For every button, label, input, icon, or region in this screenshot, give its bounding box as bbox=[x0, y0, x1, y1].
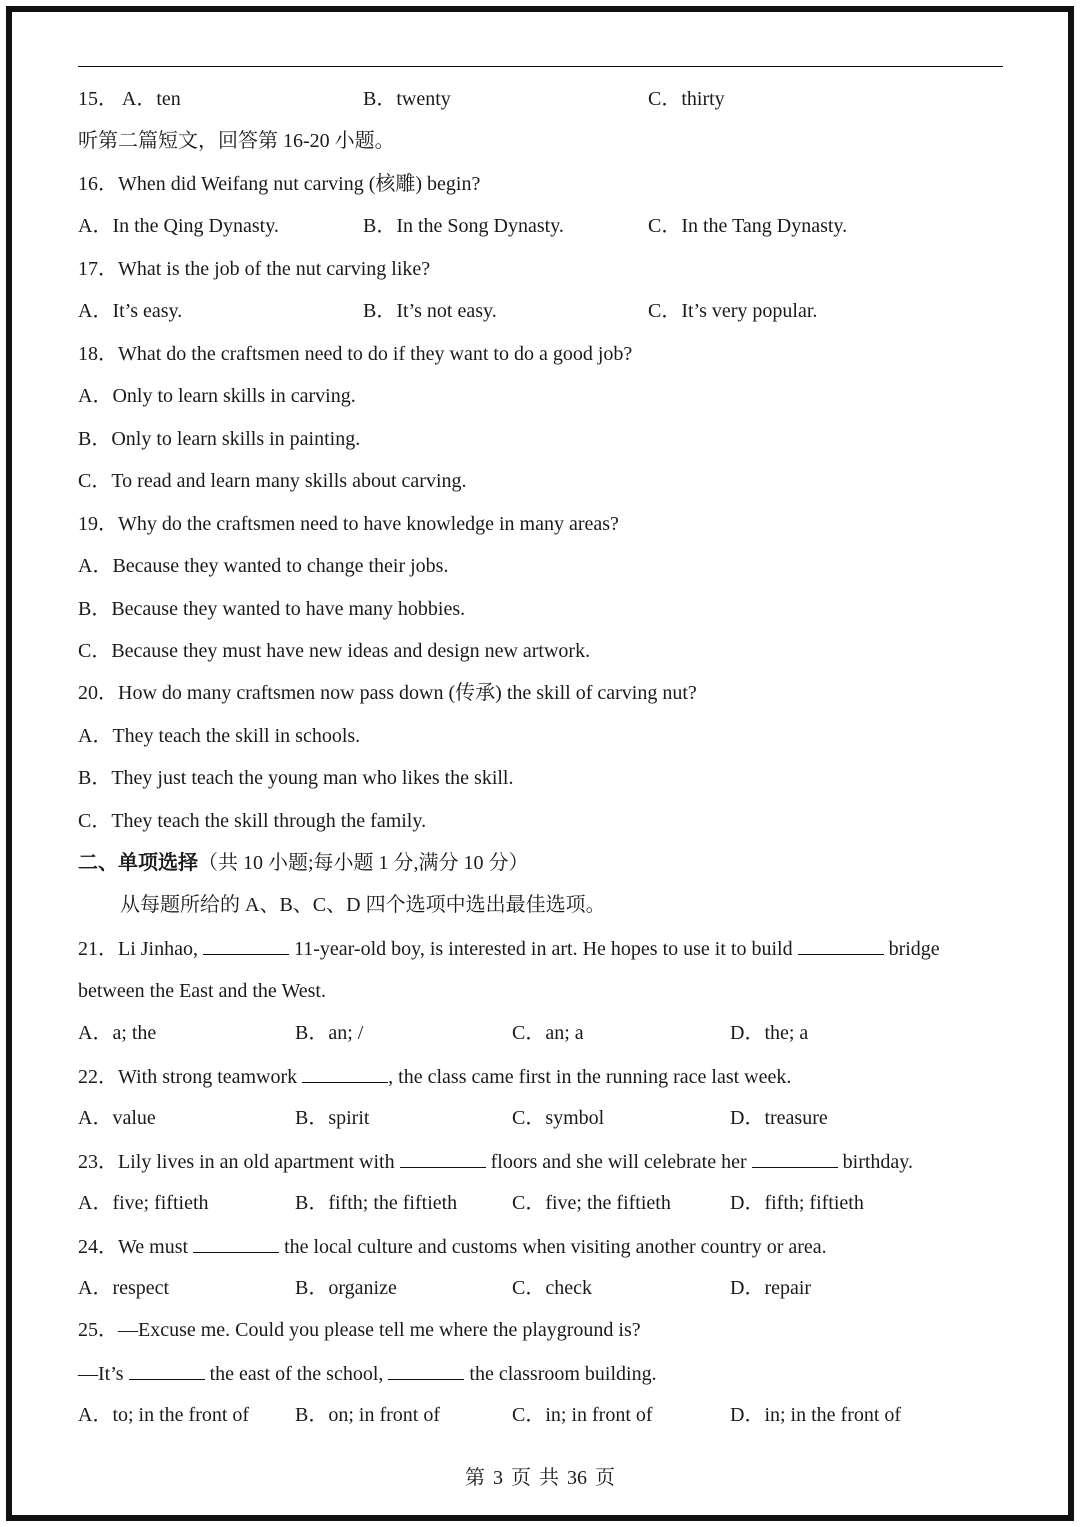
answer-blank bbox=[798, 936, 884, 955]
answer-blank bbox=[388, 1361, 464, 1380]
q20-stem: 20．How do many craftsmen now pass down (传承) the skill of carving nut? bbox=[78, 682, 697, 704]
page-number: 3 bbox=[493, 1467, 503, 1489]
q21-option-b: B．an; / bbox=[295, 1022, 364, 1044]
q25-option-b: B．on; in front of bbox=[295, 1404, 440, 1426]
q15-option-b: B．twenty bbox=[363, 88, 451, 110]
q22-stem: 22．With strong teamwork , the class came first in the running race last week. bbox=[78, 1066, 792, 1088]
q25-stem: 25．—Excuse me. Could you please tell me where the playground is? bbox=[78, 1319, 641, 1341]
q21-stem: 21．Li Jinhao, 11-year-old boy, is interested in art. He hopes to use it to build bridge bbox=[78, 938, 940, 960]
q18-option-c: C．To read and learn many skills about carving. bbox=[78, 470, 467, 492]
q22-option-b: B．spirit bbox=[295, 1107, 370, 1129]
q24-stem: 24．We must the local culture and customs when visiting another country or area. bbox=[78, 1236, 827, 1258]
q20-option-c: C．They teach the skill through the family. bbox=[78, 810, 427, 832]
q16-option-b: B．In the Song Dynasty. bbox=[363, 215, 564, 237]
q16-stem: 16．When did Weifang nut carving (核雕) begin? bbox=[78, 173, 481, 195]
q21-option-a: A．a; the bbox=[78, 1022, 157, 1044]
section2-note: （共 10 小题;每小题 1 分,满分 10 分） bbox=[198, 852, 529, 874]
q18-stem: 18．What do the craftsmen need to do if they want to do a good job? bbox=[78, 343, 633, 365]
q19-option-c: C．Because they must have new ideas and design new artwork. bbox=[78, 640, 591, 662]
q16-option-c: C．In the Tang Dynasty. bbox=[648, 215, 848, 237]
section2-heading bbox=[78, 851, 529, 875]
page-total: 36 bbox=[567, 1467, 587, 1489]
q24-option-d: D．repair bbox=[730, 1277, 812, 1299]
q23-stem: 23．Lily lives in an old apartment with floors and she will celebrate her birthday. bbox=[78, 1151, 913, 1173]
q18-option-b: B．Only to learn skills in painting. bbox=[78, 428, 361, 450]
answer-blank bbox=[302, 1064, 388, 1083]
q24-option-a: A．respect bbox=[78, 1277, 170, 1299]
section2-instruction: 从每题所给的 A、B、C、D 四个选项中选出最佳选项。 bbox=[120, 894, 606, 916]
q22-option-a: A．value bbox=[78, 1107, 156, 1129]
q17-option-c: C．It’s very popular. bbox=[648, 300, 818, 322]
passage2-instruction: 听第二篇短文，回答第 16-20 小题。 bbox=[78, 130, 395, 152]
q24-option-c: C．check bbox=[512, 1277, 592, 1299]
q21-stem-line2: between the East and the West. bbox=[78, 980, 326, 1002]
answer-blank bbox=[203, 936, 289, 955]
q21-option-d: D．the; a bbox=[730, 1022, 809, 1044]
q23-option-b: B．fifth; the fiftieth bbox=[295, 1192, 458, 1214]
answer-blank bbox=[400, 1149, 486, 1168]
q19-option-b: B．Because they wanted to have many hobbies. bbox=[78, 598, 466, 620]
q20-option-b: B．They just teach the young man who likes the skill. bbox=[78, 767, 514, 789]
q17-stem: 17．What is the job of the nut carving like? bbox=[78, 258, 431, 280]
q23-option-d: D．fifth; fiftieth bbox=[730, 1192, 864, 1214]
answer-blank bbox=[193, 1234, 279, 1253]
q19-stem: 19．Why do the craftsmen need to have knowledge in many areas? bbox=[78, 513, 619, 535]
q24-option-b: B．organize bbox=[295, 1277, 397, 1299]
q22-option-c: C．symbol bbox=[512, 1107, 605, 1129]
q15-option-a: 15． A．ten bbox=[78, 88, 181, 110]
q25-option-c: C．in; in front of bbox=[512, 1404, 653, 1426]
q16-option-a: A．In the Qing Dynasty. bbox=[78, 215, 279, 237]
q19-option-a: A．Because they wanted to change their jobs. bbox=[78, 555, 449, 577]
q17-option-a: A．It’s easy. bbox=[78, 300, 183, 322]
q21-option-c: C．an; a bbox=[512, 1022, 584, 1044]
q20-option-a: A．They teach the skill in schools. bbox=[78, 725, 361, 747]
q25-option-d: D．in; in the front of bbox=[730, 1404, 902, 1426]
q18-option-a: A．Only to learn skills in carving. bbox=[78, 385, 356, 407]
q22-option-d: D．treasure bbox=[730, 1107, 828, 1129]
q23-option-c: C．five; the fiftieth bbox=[512, 1192, 671, 1214]
q25-response: —It’s the east of the school, the classroom building. bbox=[78, 1363, 657, 1385]
answer-blank bbox=[129, 1361, 205, 1380]
header-rule bbox=[78, 66, 1003, 67]
q17-option-b: B．It’s not easy. bbox=[363, 300, 497, 322]
page-footer: 第 3 页 共 36 页 bbox=[465, 1467, 615, 1489]
q23-option-a: A．five; fiftieth bbox=[78, 1192, 209, 1214]
q25-option-a: A．to; in the front of bbox=[78, 1404, 250, 1426]
q15-option-c: C．thirty bbox=[648, 88, 725, 110]
section2-title: 二、单项选择 bbox=[78, 852, 198, 874]
answer-blank bbox=[752, 1149, 838, 1168]
